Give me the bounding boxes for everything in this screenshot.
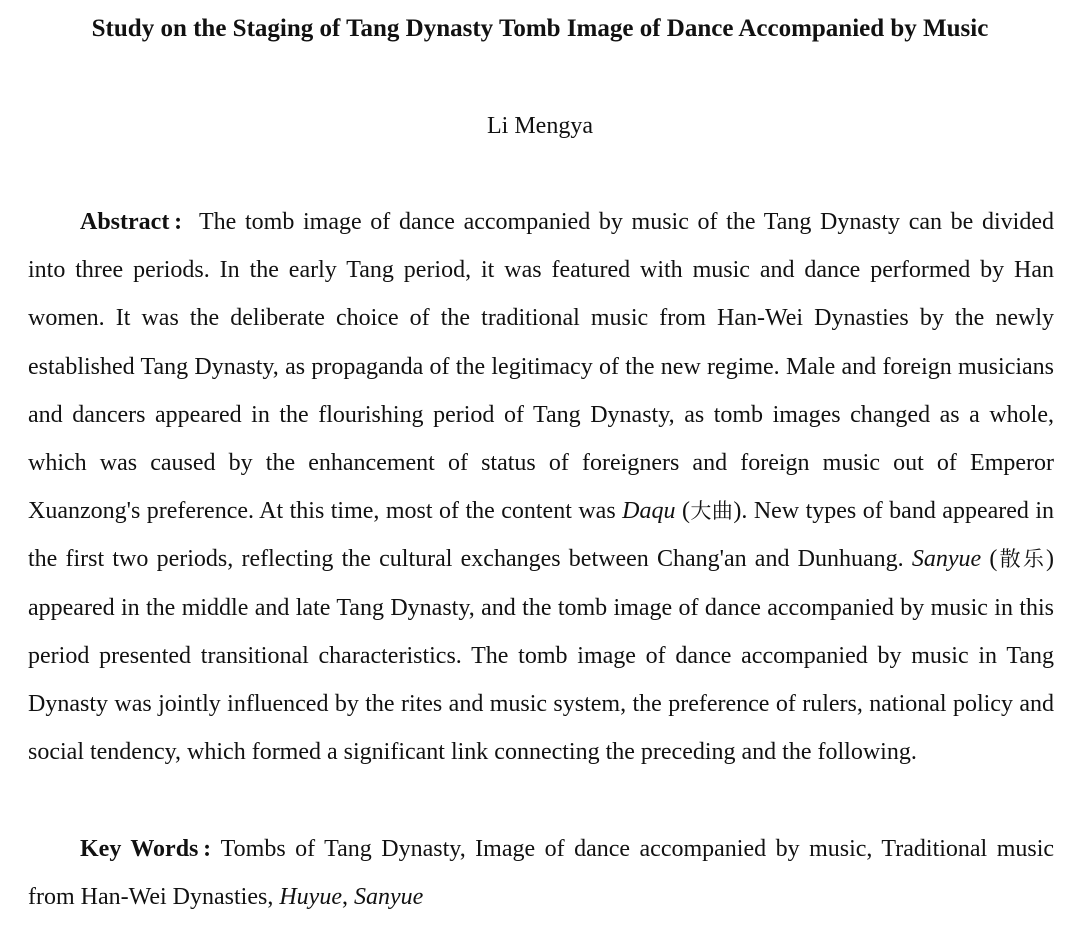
term-daqu-chinese: 大曲 bbox=[689, 499, 734, 524]
term-daqu-open: ( bbox=[681, 498, 690, 525]
keywords-text: Tombs of Tang Dynasty, Image of dance accompanied by music, Traditional music from Han-Wei Dynasties, bbox=[28, 836, 1055, 911]
term-sanyue-chinese: 散乐 bbox=[997, 547, 1047, 572]
abstract-label: Abstract : bbox=[80, 209, 183, 235]
keyword-huyue: Huyue bbox=[279, 884, 342, 911]
paper-title: Study on the Staging of Tang Dynasty Tomb Image of Dance Accompanied by Music bbox=[91, 15, 989, 42]
term-daqu-close: ). bbox=[733, 498, 748, 525]
term-sanyue-close: ) bbox=[1046, 546, 1055, 573]
term-daqu: Daqu bbox=[622, 498, 676, 525]
abstract-paragraph bbox=[28, 198, 1054, 776]
keyword-sanyue: Sanyue bbox=[353, 884, 424, 911]
keyword-separator: , bbox=[341, 884, 348, 911]
abstract-text-3: appeared in the middle and late Tang Dynasty, and the tomb image of dance accompanied by music in this period presented transitional characteristics. The tomb image of dance accompanied by music in Tang Dynasty was jointly influenced by the rites and music system, the preference of rulers, national policy and social tendency, which formed a significant link connecting the preceding and the following. bbox=[28, 594, 1054, 766]
term-sanyue-open: ( bbox=[989, 546, 998, 573]
abstract-text-2: New types of band appeared in the first two periods, reflecting the cultural exchanges between Chang'an and Dunhuang. bbox=[28, 498, 1055, 573]
author-name: Li Mengya bbox=[487, 113, 593, 139]
term-sanyue: Sanyue bbox=[911, 546, 982, 573]
keywords-paragraph bbox=[28, 825, 1054, 921]
keywords-label: Key Words : bbox=[80, 836, 212, 862]
abstract-text-1: The tomb image of dance accompanied by music of the Tang Dynasty can be divided into three periods. In the early Tang period, it was featured with music and dance performed by Han women. It was the deliberate choice of the traditional music from Han-Wei Dynasties by the newly established Tang Dynasty, as propaganda of the legitimacy of the new regime. Male and foreign musicians and dancers appeared in the flourishing period of Tang Dynasty, as tomb images changed as a whole, which was caused by the enhancement of status of foreigners and foreign music out of Emperor Xuanzong's preference. At this time, most of the content was bbox=[28, 209, 1054, 525]
